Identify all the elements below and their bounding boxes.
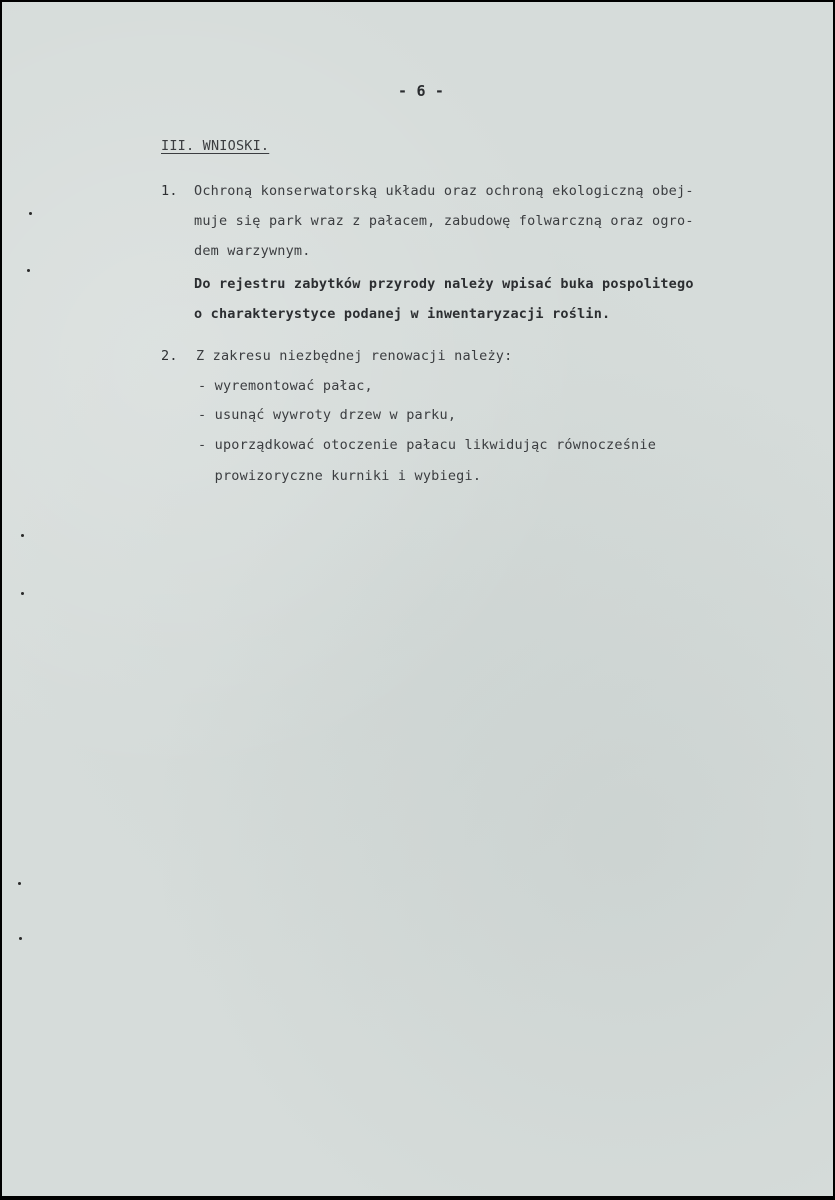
margin-mark	[19, 937, 22, 940]
page-number: - 6 -	[398, 82, 445, 100]
item1-line5: o charakterystyce podanej w inwentaryzacji roślin.	[194, 306, 611, 322]
item2-bullet2: - usunąć wywroty drzew w parku,	[198, 407, 457, 423]
margin-mark	[27, 269, 30, 272]
margin-mark	[21, 534, 24, 537]
document-page	[2, 2, 833, 1196]
item1-line3: dem warzywnym.	[194, 243, 311, 259]
item2-bullet4: prowizoryczne kurniki i wybiegi.	[198, 468, 482, 484]
item2-bullet1: - wyremontować pałac,	[198, 378, 373, 394]
section-heading: III. WNIOSKI.	[161, 138, 270, 154]
item1-line4: Do rejestru zabytków przyrody należy wpisać buka pospolitego	[194, 276, 694, 292]
item1-number: 1.	[161, 183, 178, 199]
item1-line2: muje się park wraz z pałacem, zabudowę folwarczną oraz ogro-	[194, 213, 694, 229]
item2-number: 2.	[161, 348, 178, 364]
margin-mark	[21, 592, 24, 595]
item1-line1: Ochroną konserwatorską układu oraz ochroną ekologiczną obej-	[194, 183, 694, 199]
item2-bullet3: - uporządkować otoczenie pałacu likwidując równocześnie	[198, 437, 657, 453]
item2-intro: Z zakresu niezbędnej renowacji należy:	[196, 348, 513, 364]
margin-mark	[18, 882, 21, 885]
margin-mark	[29, 212, 32, 215]
